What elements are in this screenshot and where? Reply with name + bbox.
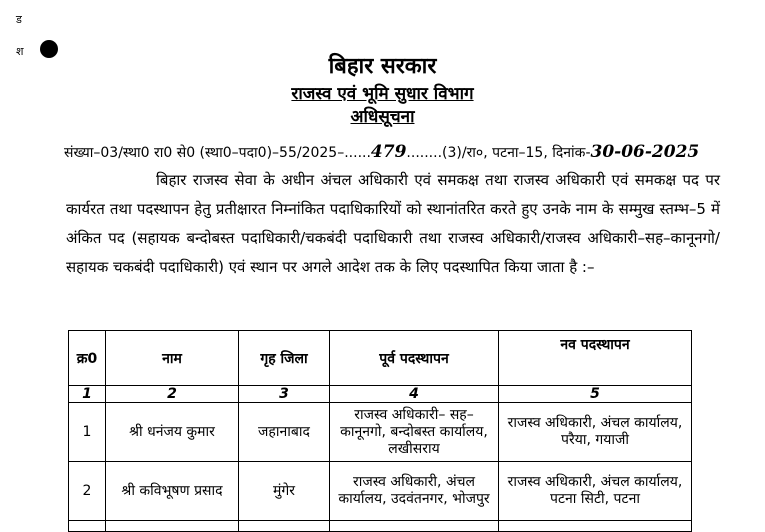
- table-row-partial: [69, 521, 692, 532]
- table-row: [69, 462, 692, 521]
- reference-middle: (3)/रा०, पटना–15, दिनांक-: [442, 145, 591, 161]
- column-number: 2: [106, 386, 239, 403]
- cell-new: राजस्व अधिकारी, अंचल कार्यालय, पटना सिटी, पटना: [499, 462, 692, 521]
- reference-date: 30-06-2025: [590, 142, 700, 162]
- reference-number: 479: [370, 142, 407, 162]
- reference-prefix: संख्या–03/स्था0 रा0 से0 (स्था0–पदा0)–55/2025–: [64, 145, 345, 161]
- cell-previous: राजस्व अधिकारी– सह–कानूनगो, बन्दोबस्त कार्यालय, लखीसराय: [330, 403, 499, 462]
- department-title: राजस्व एवं भूमि सुधार विभाग: [291, 84, 474, 104]
- reference-line: [64, 142, 699, 162]
- cell-empty: [239, 521, 330, 532]
- header-sr: क्र0: [69, 331, 106, 386]
- margin-mark-top: ड: [16, 13, 22, 26]
- government-title: बिहार सरकार: [328, 54, 437, 79]
- header-name: नाम: [106, 331, 239, 386]
- table-row: [69, 403, 692, 462]
- cell-district: जहानाबाद: [239, 403, 330, 462]
- posting-table: [68, 330, 692, 532]
- notice-title: अधिसूचना: [350, 107, 415, 127]
- column-number: 3: [239, 386, 330, 403]
- cell-sr: 1: [69, 403, 106, 462]
- notification-body: [66, 166, 720, 282]
- cell-empty: [330, 521, 499, 532]
- cell-empty: [69, 521, 106, 532]
- dotted-fill: ........: [406, 145, 443, 161]
- cell-district: मुंगेर: [239, 462, 330, 521]
- cell-sr: 2: [69, 462, 106, 521]
- cell-name: श्री धनंजय कुमार: [106, 403, 239, 462]
- cell-empty: [499, 521, 692, 532]
- column-number: 5: [499, 386, 692, 403]
- cell-new: राजस्व अधिकारी, अंचल कार्यालय, परैया, गयाजी: [499, 403, 692, 462]
- header-previous: पूर्व पदस्थापन: [330, 331, 499, 386]
- column-number-row: [69, 386, 692, 403]
- margin-mark-left: श: [16, 45, 24, 58]
- header-district: गृह जिला: [239, 331, 330, 386]
- cell-empty: [106, 521, 239, 532]
- notification-paragraph: बिहार राजस्व सेवा के अधीन अंचल अधिकारी एवं समकक्ष तथा राजस्व अधिकारी एवं समकक्ष पद पर कार्यरत तथा पदस्थापन हेतु प्रतीक्षारत निम्नांकित पदाधिकारियों को स्थानांतरित करते हुए उनके नाम के सम्मुख स्तम्भ–5 में अंकित पद (सहायक बन्दोबस्त पदाधिकारी/चकबंदी पदाधिकारी तथा राजस्व अधिकारी/राजस्व अधिकारी–सह–कानूनगो/ सहायक चकबंदी पदाधिकारी) एवं स्थान पर अगले आदेश तक के लिए पदस्थापित किया जाता है :–: [66, 171, 720, 276]
- column-number: 1: [69, 386, 106, 403]
- cell-name: श्री कविभूषण प्रसाद: [106, 462, 239, 521]
- table-header-row: [69, 331, 692, 386]
- header-new: नव पदस्थापन: [499, 331, 692, 386]
- cell-previous: राजस्व अधिकारी, अंचल कार्यालय, उदवंतनगर, भोजपुर: [330, 462, 499, 521]
- column-number: 4: [330, 386, 499, 403]
- dotted-fill: ......: [344, 145, 371, 161]
